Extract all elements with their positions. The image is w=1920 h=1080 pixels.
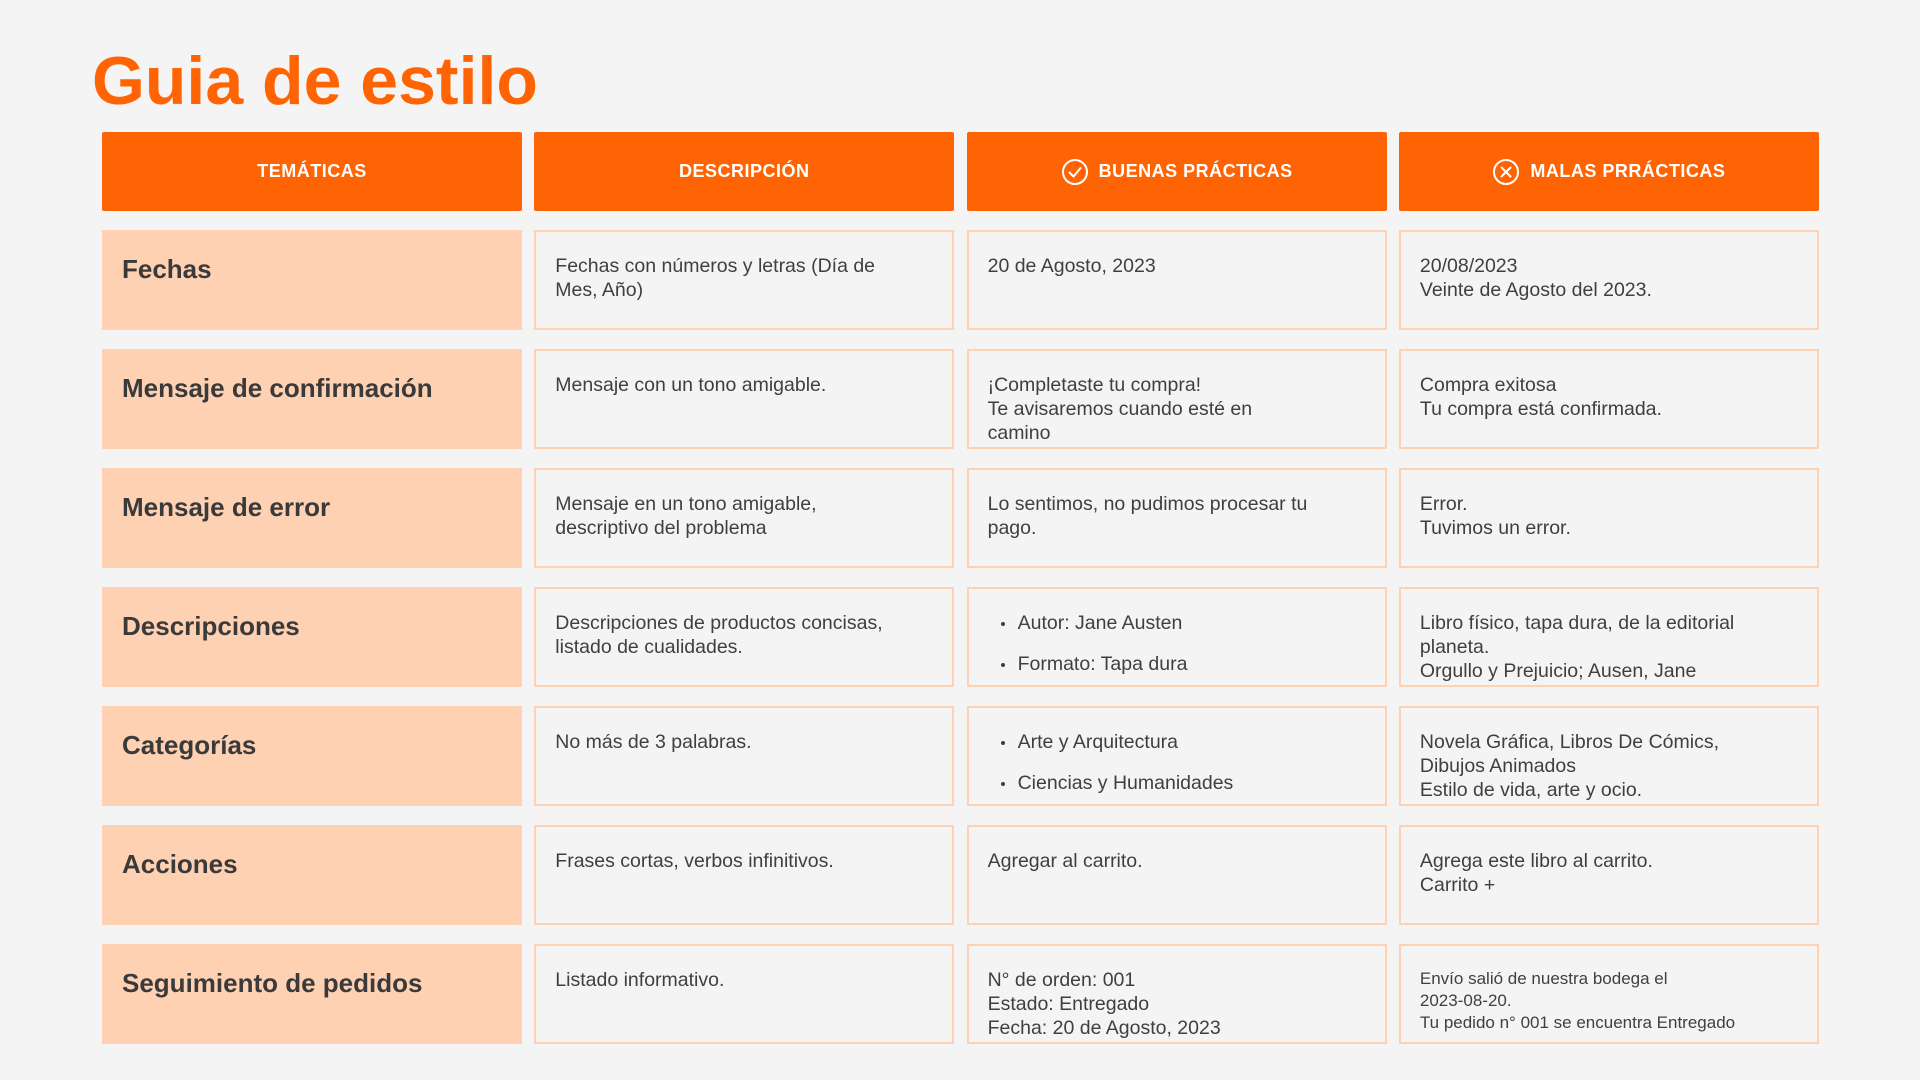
list-item: Autor: Jane Austen: [988, 611, 1367, 635]
description-acciones: [534, 825, 954, 925]
text-line: Carrito +: [1419, 874, 1496, 896]
text-line: 20/08/2023: [1419, 255, 1518, 277]
text-line: Lo sentimos, no pudimos procesar tu: [987, 493, 1308, 515]
text-line: Envío salió de nuestra bodega el: [1419, 969, 1668, 988]
description-error: [534, 468, 954, 568]
text-line: listado de cualidades.: [555, 636, 743, 658]
bad-seguimiento: [1399, 944, 1819, 1044]
check-circle-icon: [1061, 158, 1089, 186]
topic-confirmacion: Mensaje de confirmación: [102, 349, 522, 449]
text-line: Te avisaremos cuando esté en: [987, 398, 1253, 420]
header-bad-practices: [1399, 132, 1819, 211]
header-description-label: DESCRIPCIÓN: [679, 161, 810, 181]
text-line: Mes, Año): [555, 279, 644, 301]
text-line: Estado: Entregado: [987, 993, 1150, 1015]
good-categorias: [967, 706, 1387, 806]
topic-seguimiento: Seguimiento de pedidos: [102, 944, 522, 1044]
text-line: Mensaje con un tono amigable.: [555, 374, 827, 396]
text-line: descriptivo del problema: [555, 517, 767, 539]
text-line: Descripciones de productos concisas,: [555, 612, 883, 634]
text-line: Frases cortas, verbos infinitivos.: [555, 850, 834, 872]
text-line: Error.: [1419, 493, 1468, 515]
bad-acciones: [1399, 825, 1819, 925]
text-line: Tu pedido n° 001 se encuentra Entregado: [1419, 1013, 1736, 1032]
good-acciones: [967, 825, 1387, 925]
text-line: Compra exitosa: [1419, 374, 1557, 396]
topic-categorias: Categorías: [102, 706, 522, 806]
bad-categorias: [1399, 706, 1819, 806]
text-line: 20 de Agosto, 2023: [987, 255, 1156, 277]
text-line: Fecha: 20 de Agosto, 2023: [987, 1017, 1221, 1039]
text-line: Estilo de vida, arte y ocio.: [1419, 779, 1643, 801]
good-confirmacion: [967, 349, 1387, 449]
header-topics: [102, 132, 522, 211]
text-line: Mensaje en un tono amigable,: [555, 493, 817, 515]
text-line: Agrega este libro al carrito.: [1419, 850, 1653, 872]
bullet-list: [988, 730, 1367, 795]
text-line: pago.: [987, 517, 1037, 539]
text-line: Agregar al carrito.: [987, 850, 1143, 872]
description-seguimiento: [534, 944, 954, 1044]
good-error: [967, 468, 1387, 568]
description-categorias: [534, 706, 954, 806]
header-good-label: BUENAS PRÁCTICAS: [1098, 161, 1293, 181]
topic-fechas: Fechas: [102, 230, 522, 330]
text-line: Orgullo y Prejuicio; Ausen, Jane: [1419, 660, 1697, 682]
header-good-practices: [967, 132, 1387, 211]
good-fechas: [967, 230, 1387, 330]
list-item: Formato: Tapa dura: [988, 652, 1367, 676]
text-line: Tuvimos un error.: [1419, 517, 1571, 539]
bad-fechas: [1399, 230, 1819, 330]
text-line: Tu compra está confirmada.: [1419, 398, 1662, 420]
topic-acciones: Acciones: [102, 825, 522, 925]
text-line: Listado informativo.: [555, 969, 725, 991]
text-line: Fechas con números y letras (Día de: [555, 255, 876, 277]
text-line: 2023-08-20.: [1419, 991, 1512, 1010]
good-seguimiento: [967, 944, 1387, 1044]
text-line: ¡Completaste tu compra!: [987, 374, 1202, 396]
header-bad-label: MALAS PRRÁCTICAS: [1530, 161, 1726, 181]
topic-error: Mensaje de error: [102, 468, 522, 568]
style-guide-table: [102, 132, 1819, 1044]
header-description: [534, 132, 954, 211]
text-line: planeta.: [1419, 636, 1490, 658]
list-item: Arte y Arquitectura: [988, 730, 1367, 754]
description-confirmacion: [534, 349, 954, 449]
good-descripciones: [967, 587, 1387, 687]
text-line: Novela Gráfica, Libros De Cómics,: [1419, 731, 1719, 753]
list-item: Ciencias y Humanidades: [988, 771, 1367, 795]
x-circle-icon: [1492, 158, 1520, 186]
text-line: Libro físico, tapa dura, de la editorial: [1419, 612, 1735, 634]
text-line: camino: [987, 422, 1051, 444]
bad-confirmacion: [1399, 349, 1819, 449]
text-line: Veinte de Agosto del 2023.: [1419, 279, 1652, 301]
text-line: Dibujos Animados: [1419, 755, 1576, 777]
description-descripciones: [534, 587, 954, 687]
description-fechas: [534, 230, 954, 330]
topic-descripciones: Descripciones: [102, 587, 522, 687]
bad-descripciones: [1399, 587, 1819, 687]
bullet-list: [988, 611, 1367, 676]
page-title: Guia de estilo: [92, 43, 538, 119]
text-line: N° de orden: 001: [987, 969, 1136, 991]
text-line: No más de 3 palabras.: [555, 731, 752, 753]
header-topics-label: TEMÁTICAS: [257, 161, 367, 181]
bad-error: [1399, 468, 1819, 568]
